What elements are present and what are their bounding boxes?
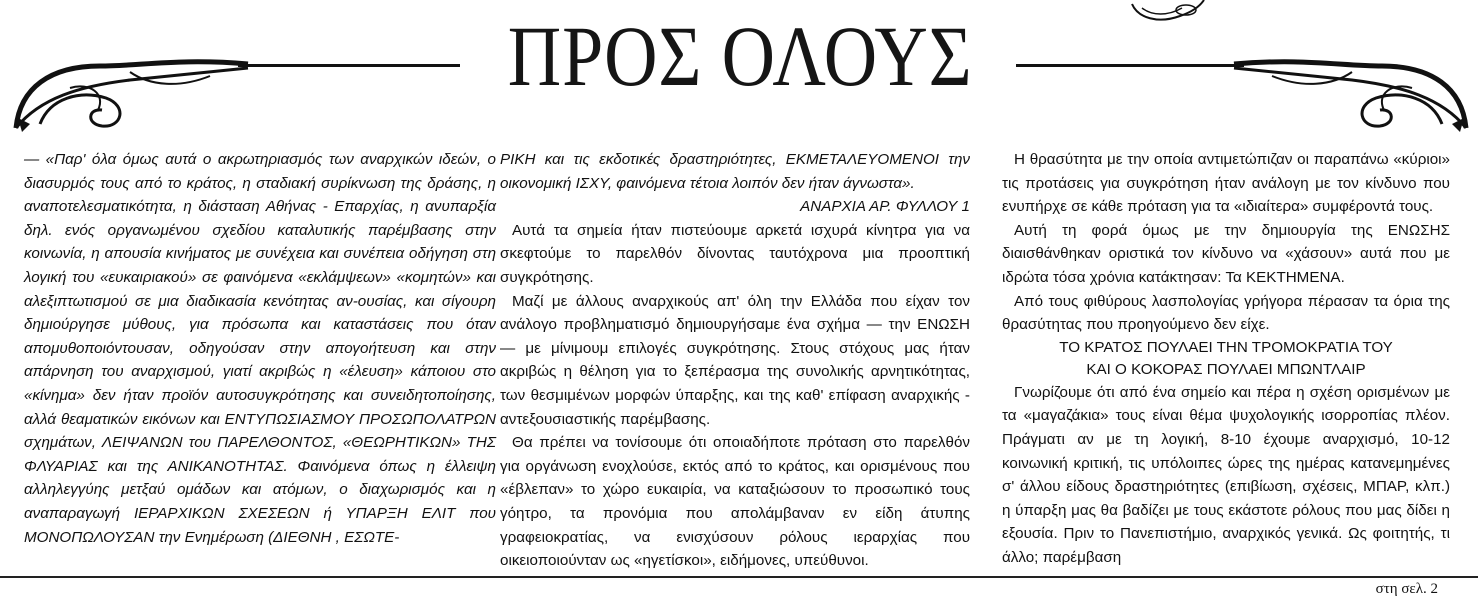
column-2-paragraph-3: Θα πρέπει να τονίσουμε ότι οποιαδήποτε πρόταση στο παρελθόν για οργάνωση ενοχλούσε, εκτός από το κράτος, και ορισμένους που «έβλεπαν» το χώρο ευκαιρία, να καταξιώσουν το προσωπικό τους γόητρο, τα προνόμια που απολάμβαναν εν είδη άτυπης γραφειοκρατίας, να ενισχύσουν ρόλους ιεραρχίας που οικειοποιούνταν ως «ηγετίσκοι», ειδήμονες, υπεύθυνοι. [500, 431, 970, 573]
column-3-paragraph-1: Η θρασύτητα με την οποία αντιμετώπιζαν οι παραπάνω «κύριοι» τις προτάσεις για συγκρότηση ήταν ανάλογη με τον κίνδυνο που ενυπήρχε σε κάθε πρόταση για τα «ιδιαίτερα» συμφέροντά τους. [1002, 148, 1450, 219]
page-title: ΠΡΟΣ ΟΛΟΥΣ [508, 6, 972, 106]
article-column-2 [500, 148, 970, 573]
quote-source: ΑΝΑΡΧΙΑ ΑΡ. ΦΥΛΛΟΥ 1 [500, 195, 970, 219]
article-column-1 [24, 148, 496, 549]
column-3-paragraph-2: Αυτή τη φορά όμως με την δημιουργία της ΕΝΩΣΗΣ διαισθάνθηκαν οριστικά τον κίνδυνο να «χάσουν» αυτά που με ιδρώτα τόσα χρόνια κατάκτησαν: Τα ΚΕΚΤΗΜΕΝΑ. [1002, 219, 1450, 290]
scroll-drawing-icon [1128, 0, 1208, 26]
continued-on-page: στη σελ. 2 [1002, 578, 1450, 601]
column-2-paragraph-1: Αυτά τα σημεία ήταν πιστεύουμε αρκετά ισχυρά κίνητρα για να σκεφτούμε το παρελθόν δίνοντας ταυτόχρονα μια προοπτική συγκρότησης. [500, 219, 970, 290]
subheading [1002, 337, 1450, 381]
masthead [0, 0, 1478, 140]
bottom-rule [0, 576, 1478, 578]
header-rule-left [238, 64, 460, 67]
left-flourish-icon [10, 28, 250, 138]
column-1-text: — «Παρ' όλα όμως αυτά ο ακρωτηριασμός των αναρχικών ιδεών, ο διασυρμός τους από το κράτος, η σταδιακή συρίκνωση της δράσης, η αναποτελεσματικότητα, η διάσταση Αθήνας - Επαρχίας, η ανυπαρξία δηλ. ενός οργανωμένου σχεδίου καταλυτικής παρέμβασης στην κοινωνία, η απουσία κινήματος με συνέχεια και συνέπεια οδήγηση στη λογική του «ευκαιριακού» σε φαινόμενα «εκλάμψεων» «κομητών» και αλεξιπτωτισμού σε μια διαδικασία κενότητας αν-ουσίας, και σίγουρη δημιούργησε μύθους, για πρόσωπα και καταστάσεις που όταν απομυθοποιόντουσαν, οδηγούσαν στην απογοήτευση και στην απάρνηση του αναρχισμού, γιατί ακριβώς η «έλευση» κάποιου στο «κίνημα» δεν ήταν προϊόν αυτοσυγκρότησης και συνειδητοποίησης, αλλά θεαματικών εικόνων και ΕΝΤΥΠΩΣΙΑΣΜΟΥ ΠΡΟΣΩΠΟΛΑΤΡΩΝ σχημάτων, ΛΕΙΨΑΝΩΝ του ΠΑΡΕΛΘΟΝΤΟΣ, «ΘΕΩΡΗΤΙΚΩΝ» ΤΗΣ ΦΛΥΑΡΙΑΣ και της ΑΝΙΚΑΝΟΤΗΤΑΣ. Φαινόμενα όπως η έλλειψη αλληλεγγύης μετξαύ ομάδων και ατόμων, ο διαχωρισμός και η αναπαραγωγή ΙΕΡΑΡΧΙΚΩΝ ΣΧΕΣΕΩΝ ή ΥΠΑΡΞΗ ΕΛΙΤ που ΜΟΝΟΠΩΛΟΥΣΑΝ την Ενημέρωση (ΔΙΕΘΝΗ , ΕΣΩΤΕ- [24, 148, 496, 549]
column-3-paragraph-4: Γνωρίζουμε ότι από ένα σημείο και πέρα η σχέση ορισμένων με τα «μαγαζάκια» τους είναι θέμα ψυχολογικής ισορροπίας πλέον. Πράγματι αν με τη λογική, 8-10 έχουμε αναρχισμό, 10-12 κοινωνική κριτική, τις υπόλοιπες ώρες της ημέρας κατανεμημένες σ' άλλου είδους δραστηριότητες (επιβίωση, σχέσεις, ΜΠΑΡ, κλπ.) η ύπαρξη μας θα βαδίζει με τους εκάστοτε ρόλους που μας δίδει η εξουσία. Πριν το Πανεπιστήμιο, αναρχικός γενικά. Ως φοιτητής, τι άλλο; παρέμβαση [1002, 381, 1450, 570]
article-column-3 [1002, 148, 1450, 601]
column-3-paragraph-3: Από τους φιθύρους λασπολογίας γρήγορα πέρασαν τα όρια της θρασύτητας που προηγούμενο δεν είχε. [1002, 290, 1450, 337]
header-rule-right [1016, 64, 1244, 67]
subheading-line-1: ΤΟ ΚΡΑΤΟΣ ΠΟΥΛΑΕΙ ΤΗΝ ΤΡΟΜΟΚΡΑΤΙΑ ΤΟΥ [1059, 339, 1393, 356]
subheading-line-2: ΚΑΙ Ο ΚΟΚΟΡΑΣ ΠΟΥΛΑΕΙ ΜΠΩΝΤΛΑΙΡ [1086, 361, 1365, 378]
right-flourish-icon [1232, 28, 1472, 138]
column-2-paragraph-2: Μαζί με άλλους αναρχικούς απ' όλη την Ελλάδα που είχαν τον ανάλογο προβληματισμό δημιουργήσαμε ένα σχήμα — την ΕΝΩΣΗ — με μίνιμουμ επιλογές συγκρότησης. Στους στόχους μας ήταν ακριβώς η θέληση για το ξεπέρασμα της συνολικής αρνητικότητας, των θεσμιμένων μορφών ύπαρξης, και της καθ' επίφαση αναρχικής - αντεξουσιαστικής παρέμβασης. [500, 290, 970, 432]
quote-ending: ΡΙΚΗ και τις εκδοτικές δραστηριότητες, ΕΚΜΕΤΑΛΕΥΟΜΕΝΟΙ την οικονομική ΙΣΧΥ, φαινόμενα τέτοια λοιπόν δεν ήταν άγνωστα». [500, 148, 970, 195]
